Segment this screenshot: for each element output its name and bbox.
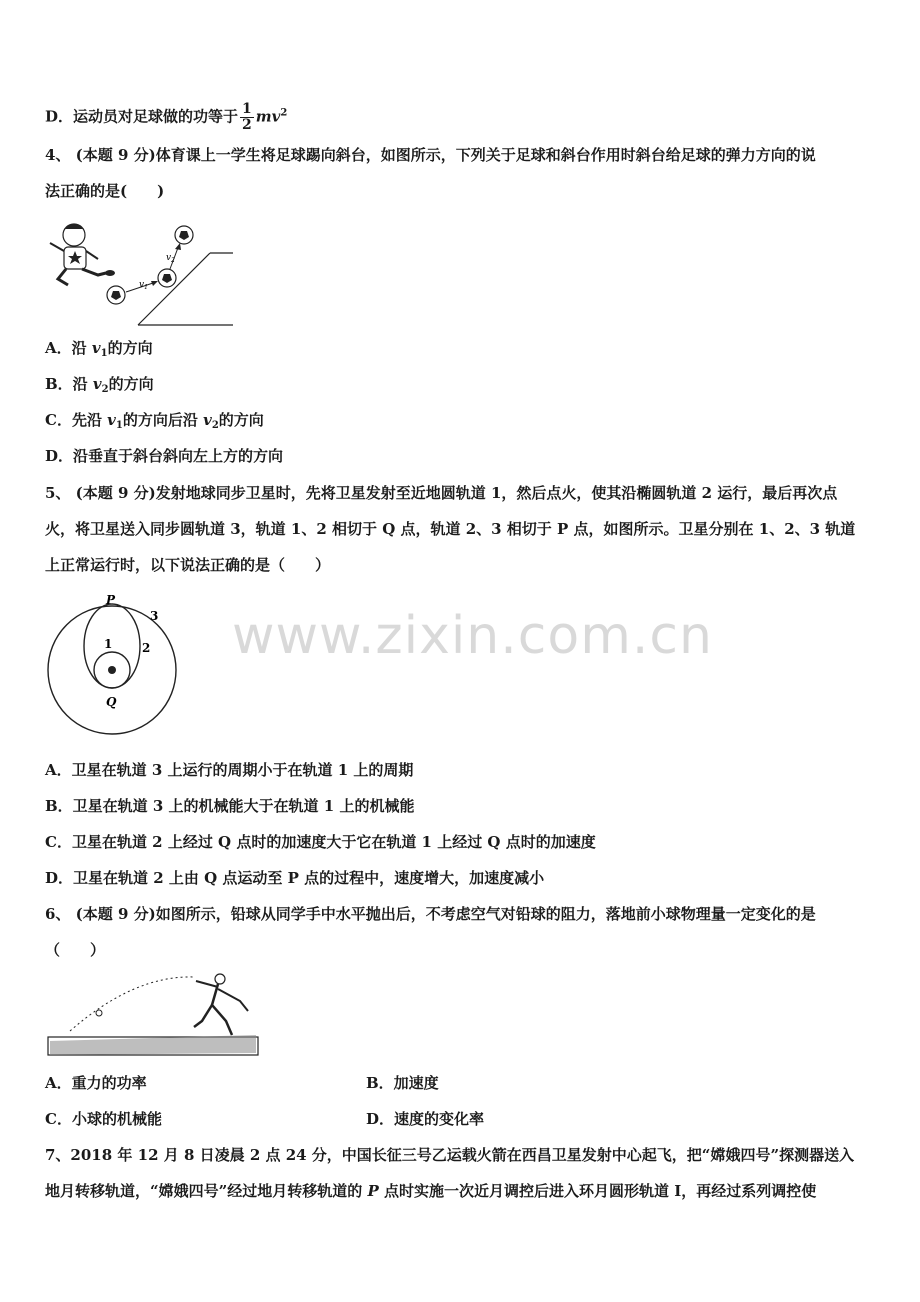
q6-option-c: C．小球的机械能 — [45, 1110, 162, 1128]
q5-option-d: D．卫星在轨道 2 上由 Q 点运动至 P 点的过程中，速度增大，加速度减小 — [45, 869, 545, 887]
q6-option-d: D．速度的变化率 — [366, 1110, 485, 1128]
q6-option-b: B．加速度 — [366, 1074, 439, 1092]
q6-stem-line1: 6、 (本题 9 分)如图所示，铅球从同学手中水平抛出后，不考虑空气对铅球的阻力，落地前小球物理量一定变化的是 — [45, 905, 816, 923]
q4-stem-line2: 法正确的是( ) — [45, 182, 165, 200]
q6-option-a: A．重力的功率 — [45, 1074, 147, 1092]
q4-option-d: D．沿垂直于斜台斜向左上方的方向 — [45, 447, 284, 465]
q5-option-c: C．卫星在轨道 2 上经过 Q 点时的加速度大于它在轨道 1 上经过 Q 点时的加速度 — [45, 833, 596, 851]
label-3: 3 — [150, 609, 159, 623]
shot-ball — [96, 1010, 102, 1016]
earth-dot — [108, 666, 116, 674]
label-Q: Q — [106, 695, 117, 709]
q7-stem-line2: 地月转移轨道，“嫦娥四号”经过地月转移轨道的 P 点时实施一次近月调控后进入环月圆形轨道 I，再经过系列调控使 — [45, 1182, 817, 1200]
q4-option-a: A．沿 $v_1$的方向 — [45, 339, 153, 359]
q5-stem-line3: 上正常运行时，以下说法正确的是（ ） — [45, 556, 331, 574]
label-v2: $v_2$ — [166, 253, 175, 264]
label-1: 1 — [104, 637, 113, 651]
q6-stem-line2: （ ） — [45, 941, 106, 959]
arrow-v1-head — [151, 281, 158, 286]
q4-option-b: B．沿 $v_2$的方向 — [45, 375, 154, 395]
label-P: P — [106, 593, 116, 607]
q5-option-b: B．卫星在轨道 3 上的机械能大于在轨道 1 上的机械能 — [45, 797, 415, 815]
q4-stem-line1: 4、 (本题 9 分)体育课上一学生将足球踢向斜台，如图所示，下列关于足球和斜台作用时斜台给足球的弹力方向的说 — [45, 146, 816, 164]
q4-option-c: C．先沿 $v_1$的方向后沿 $v_2$的方向 — [45, 411, 264, 431]
arrow-v2-head — [175, 243, 181, 250]
student-figure — [50, 224, 115, 285]
q6-shot-put-figure — [44, 965, 264, 1061]
label-2: 2 — [142, 641, 151, 655]
q5-stem-line2: 火，将卫星送入同步圆轨道 3，轨道 1、2 相切于 Q 点，轨道 2、3 相切于 P 点，如图所示。卫星分别在 1、2、3 轨道 — [45, 520, 856, 538]
q5-option-a: A．卫星在轨道 3 上运行的周期小于在轨道 1 上的周期 — [45, 761, 414, 779]
fraction-half: $\frac{1}{2}$ — [242, 101, 252, 133]
ball-start — [107, 286, 125, 304]
watermark: www.zixin.com.cn — [232, 606, 713, 666]
trajectory — [70, 977, 194, 1031]
q4-figure-kicking-ball — [40, 215, 240, 330]
q5-orbit-figure — [40, 590, 190, 740]
label-v1: $v_1$ — [139, 280, 148, 291]
thrower-figure — [194, 974, 248, 1035]
ball-rebound — [175, 226, 193, 244]
q3-option-d: D．运动员对足球做的功等于 $\frac{1}{2}$ $mv^2$ — [45, 101, 288, 133]
q7-stem-line1: 7、2018 年 12 月 8 日凌晨 2 点 24 分，中国长征三号乙运载火箭在西昌卫星发射中心起飞，把“嫦娥四号”探测器送入 — [45, 1146, 855, 1164]
ball-contact — [158, 269, 176, 287]
q5-stem-line1: 5、 (本题 9 分)发射地球同步卫星时，先将卫星发射至近地圆轨道 1，然后点火，使其沿椭圆轨道 2 运行，最后再次点 — [45, 484, 838, 502]
